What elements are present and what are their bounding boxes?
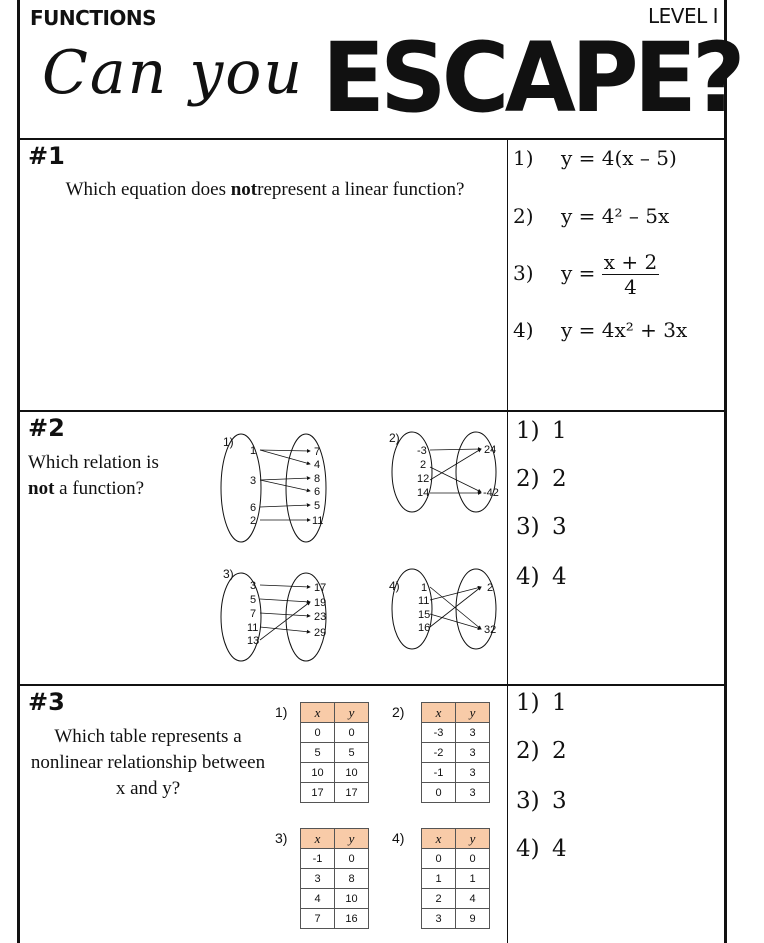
range-value: 24 [484,444,497,456]
answer-value: 1 [552,690,567,716]
range-value: 5 [314,500,321,512]
table-label: 3) [275,830,288,846]
answer-2[interactable] [516,466,567,492]
table-header-x: x [301,829,335,849]
answer-value: 4 [552,836,567,862]
column-divider [507,684,508,943]
level-label: LEVEL I [648,4,718,28]
question-2 [20,410,724,686]
option-equation: y = 4(x – 5) [561,146,677,170]
domain-value: 1 [421,582,428,594]
domain-value: 1 [250,445,257,457]
cell: 3 [456,783,490,803]
mapping-label: 2) [389,431,400,445]
table-label: 1) [275,704,288,720]
range-value: 4 [314,459,321,471]
domain-value: 5 [250,594,257,606]
table-header-y: y [456,829,490,849]
prompt-part: Which relation is [28,452,159,473]
domain-value: 2 [420,459,427,471]
range-value: 8 [314,473,321,485]
range-value: -42 [483,487,499,499]
cell: 4 [456,889,490,909]
cell: 16 [335,909,369,929]
cell: 5 [301,743,335,763]
table-row [422,849,490,869]
answer-value: 4 [552,564,567,590]
prompt-part: a function? [59,478,145,499]
answer-value: 2 [552,466,567,492]
answer-number: 2) [516,738,540,764]
table-3 [300,828,369,929]
domain-value: 16 [418,622,431,634]
table-row [422,743,490,763]
domain-value: 15 [418,609,431,621]
answer-3[interactable] [516,514,567,540]
cell: 17 [301,783,335,803]
cell: 0 [335,723,369,743]
range-value: 32 [484,624,497,636]
domain-value: 3 [250,475,257,487]
range-value: 19 [314,597,327,609]
table-row [301,889,369,909]
option-number: 4) [513,318,534,342]
range-value: 2 [487,582,494,594]
question-1 [20,138,724,412]
topic-label: FUNCTIONS [30,6,157,30]
cell: 8 [335,869,369,889]
answer-value: 3 [552,514,567,540]
table-row [301,743,369,763]
cell: 0 [456,849,490,869]
range-value: 11 [312,515,324,527]
cell: 3 [422,909,456,929]
domain-value: 12 [417,473,430,485]
domain-value: 14 [417,487,430,499]
fraction-denominator: 4 [624,275,637,299]
answer-number: 3) [516,788,540,814]
table-header-x: x [422,829,456,849]
mapping-diagrams [200,424,505,674]
cell: 3 [456,763,490,783]
table-row [422,763,490,783]
cell: 0 [422,783,456,803]
cell: -1 [422,763,456,783]
answer-1[interactable] [516,418,567,444]
cell: -2 [422,743,456,763]
table-row [301,869,369,889]
option-equation: y = 4² – 5x [561,204,670,228]
question-3 [20,684,724,943]
question-number: #3 [28,688,65,716]
option-lhs: y = [561,261,596,285]
mapping-label: 3) [223,567,234,581]
mapping-label: 4) [389,579,400,593]
range-value: 7 [314,446,321,458]
option-number: 3) [513,261,534,285]
table-row [301,849,369,869]
table-row [422,909,490,929]
cell: 0 [422,849,456,869]
answer-2[interactable] [516,738,567,764]
answer-number: 4) [516,564,540,590]
cell: 1 [456,869,490,889]
answer-value: 1 [552,418,567,444]
table-label: 4) [392,830,405,846]
table-label: 2) [392,704,405,720]
cell: 3 [456,743,490,763]
domain-value: 11 [418,595,430,607]
domain-value: 6 [250,502,257,514]
domain-value: 2 [250,515,257,527]
option-3[interactable] [513,250,659,299]
cell: 4 [301,889,335,909]
table-row [422,889,490,909]
cell: 17 [335,783,369,803]
cell: 10 [301,763,335,783]
question-prompt [28,450,198,502]
domain-value: -3 [417,445,427,457]
table-1 [300,702,369,803]
header [20,0,741,140]
answer-1[interactable] [516,690,567,716]
cell: 10 [335,889,369,909]
answer-number: 1) [516,690,540,716]
answer-4[interactable] [516,564,567,590]
option-2[interactable] [513,204,669,228]
answer-value: 2 [552,738,567,764]
domain-value: 11 [247,622,259,634]
table-header-y: y [335,829,369,849]
cell: 3 [301,869,335,889]
option-4[interactable] [513,318,687,342]
fraction-numerator: x + 2 [603,250,658,274]
question-number: #1 [28,142,65,170]
range-value: 6 [314,486,321,498]
range-value: 23 [314,611,327,623]
prompt-part: represent a linear function? [257,179,465,200]
cell: 7 [301,909,335,929]
cell: 3 [456,723,490,743]
cell: 0 [335,849,369,869]
answer-number: 2) [516,466,540,492]
answer-number: 1) [516,418,540,444]
table-header-y: y [335,703,369,723]
prompt-emphasis: not [230,179,258,200]
fraction [602,250,659,299]
title-script: Can you [42,38,305,108]
cell: -3 [422,723,456,743]
domain-value: 3 [250,580,257,592]
column-divider [507,410,508,684]
option-number: 2) [513,204,534,228]
prompt-part: Which equation does [65,179,226,200]
cell: -1 [301,849,335,869]
answer-number: 4) [516,836,540,862]
table-4 [421,828,490,929]
option-equation: y = 4x² + 3x [561,318,688,342]
cell: 2 [422,889,456,909]
worksheet [17,0,741,943]
cell: 5 [335,743,369,763]
question-prompt: Which table represents a nonlinear relationship between x and y? [30,726,266,799]
range-value: 17 [314,582,327,594]
table-row [422,869,490,889]
answer-3[interactable] [516,788,567,814]
table-row [301,763,369,783]
table-row [301,723,369,743]
question-prompt [50,178,480,202]
answer-value: 3 [552,788,567,814]
cell: 10 [335,763,369,783]
table-header-x: x [301,703,335,723]
table-row [422,783,490,803]
answer-number: 3) [516,514,540,540]
mapping-label: 1) [223,435,234,449]
range-value: 29 [314,627,327,639]
cell: 0 [301,723,335,743]
prompt-emphasis: not [28,478,55,499]
cell: 9 [456,909,490,929]
table-row [301,909,369,929]
answer-4[interactable] [516,836,567,862]
table-2 [421,702,490,803]
table-row [422,723,490,743]
table-row [301,783,369,803]
cell: 1 [422,869,456,889]
domain-value: 13 [247,635,260,647]
option-number: 1) [513,146,534,170]
question-number: #2 [28,414,65,442]
table-header-x: x [422,703,456,723]
table-header-y: y [456,703,490,723]
domain-value: 7 [250,608,257,620]
option-1[interactable] [513,146,677,170]
column-divider [507,138,508,410]
title-bold: ESCAPE? [322,22,741,134]
